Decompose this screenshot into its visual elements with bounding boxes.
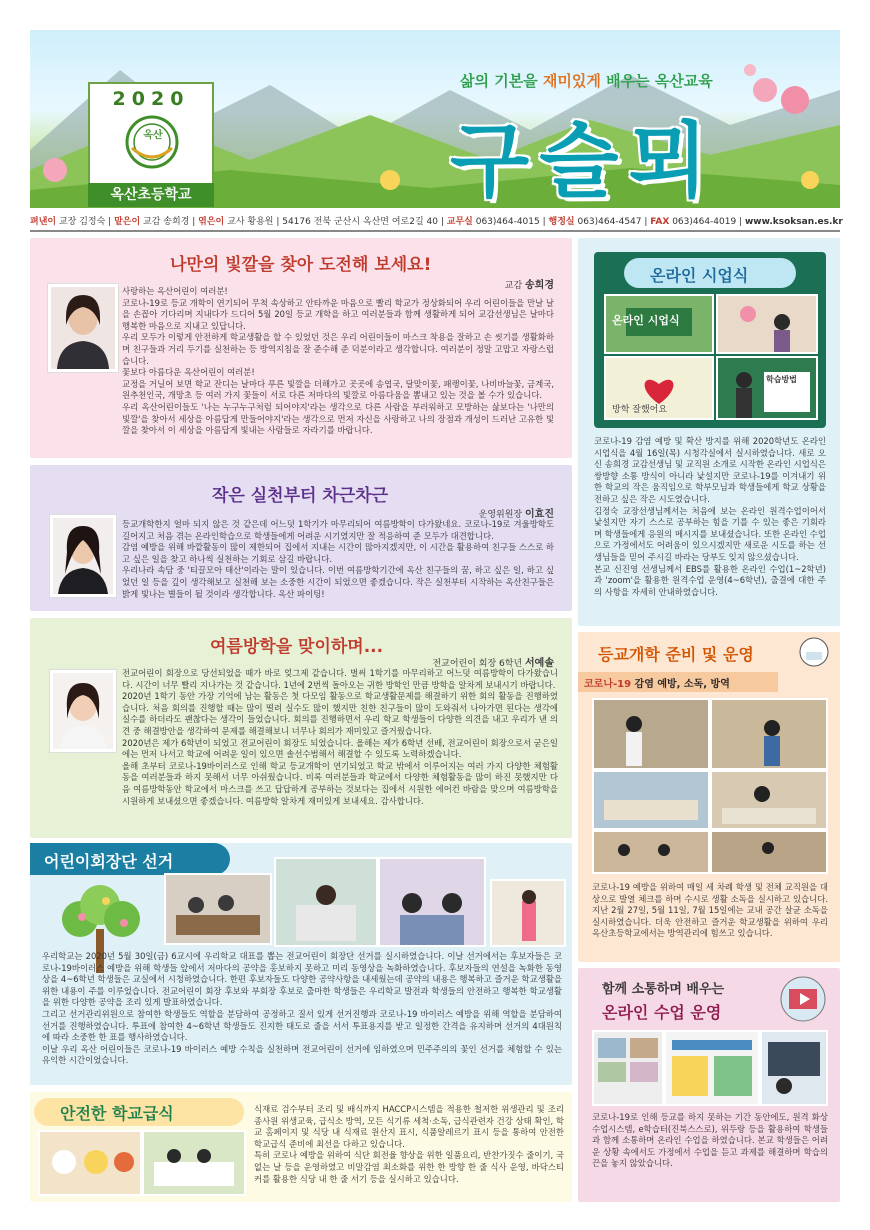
ceremony-photo-1 xyxy=(604,294,714,354)
sidebar-title-line1: 함께 소통하며 배우는 xyxy=(602,982,725,997)
office-label: 교무실 xyxy=(446,217,473,227)
article-body: 등교개학한지 얼마 되지 않은 것 같은데 어느덧 1학기가 마무리되어 여름방학이 다가왔네요. 코로나-19로 겨울방학도 길어지고 처음 겪는 온라인학습으로 학생들에게 어려운 시기였지만 잘 적응하여 준 모두가 대견합니다. 감염 예방을 위해 바깥활동이 많이 제한되어 집에서 지내는 시간이 많아지겠지만, 이 시간을 활용하여 친구들 스스로 하고 싶은 일을 찾고 하나씩 실천하는 기회로 삼길 바랍니다. 우리나라 속담 중 '티끌모아 태산'이라는 말이 있습니다. 이번 여름방학기간에 옥산 친구들의 꿈, 하고 싶은 일, 하고 싶었던 일 등을 깊이 생각해보고 실천해 보는 소중한 시간이 되었으면 좋겠습니다. 작은 실천부터 시작하는 옥산친구들은 밝게 빛나는 별들이 될 것이라 생각합니다. 옥산 파이팅! xyxy=(122,519,554,599)
ceremony-photo-3 xyxy=(604,356,714,420)
article-body: 우리학교는 2020년 5월 30일(금) 6교시에 우리학교 대표를 뽑는 전교어린이 회장단 선거를 실시하였습니다. 이날 선거에서는 후보자들은 코로나-19바이러스 예방을 위해 학생들 앞에서 저마다의 공약을 홍보하지 못하고 미리 동영상을 녹화하였습니다. 후보자들의 연설을 녹화한 동영상을 4~6학년 학생들은 교실에서 시청하였습니다. 한편 후보자들도 다양한 공약사항을 내세웠는데 공약의 내용은 행복하고 즐거운 학교생활을 위한 내용이 주를 이루었습니다. 전교어린이 회장 후보와 부회장 후보로 출마한 학생들은 우리학교 발전과 학생들의 안전하고 행복한 학교생활을 위한 다양한 공약을 조리 있게 발표하였습니다. 그리고 선거관리위원으로 참여한 학생들도 역할을 분담하여 공정하고 질서 있게 선거진행과 코로나-19 바이러스 예방을 위해 역할을 분담하여 선거를 진행하였습니다. 투표에 참여한 4~6학년 학생들도 진지한 태도로 줄을 서서 투표용지를 받고 일정한 간격을 유지하며 선거의 4대원칙에 따라 소중한 한 표를 행사하였습니다. 이날 우리 옥산 어린이들은 코로나-19 바이러스 예방 수칙을 실천하며 전교어린이 선거에 임하였으며 민주주의의 꽃인 선거를 체험할 수 있는 유익한 시간이었습니다. xyxy=(42,951,562,1066)
fax-number: 063)464-4019 xyxy=(672,217,737,227)
author-portrait xyxy=(50,515,116,597)
byline-role: 운영위원장 xyxy=(478,510,523,520)
online-class-photo-3 xyxy=(760,1030,828,1106)
article-body-continued xyxy=(48,368,554,452)
publisher-label: 펴낸이 xyxy=(30,217,57,227)
masked-character-icon xyxy=(798,636,830,668)
reopening-photo-1 xyxy=(592,698,710,770)
admin-label: 행정실 xyxy=(548,217,575,227)
sidebar-body: 코로나-19 예방을 위하여 매일 세 차례 학생 및 전체 교직원을 대상으로 발열 체크를 하며 수시로 생활 소독을 실시하고 있습니다. 지난 2월 27일, 5월 11일, 7월 15일에는 교내 공간 살균 소독을 실시하였습니다. 더욱 안전하고 즐거운 학교생활을 위하여 우리 옥산초등학교에서는 방역관리에 힘쓰고 있습니다. xyxy=(592,882,828,939)
byline-role: 교감 xyxy=(504,281,523,291)
sidebar-title-line2: 온라인 수업 운영 xyxy=(602,1003,722,1022)
sidebar-online-classes xyxy=(578,968,840,1202)
article-title: 나만의 빛깔을 찾아 도전해 보세요! xyxy=(170,255,432,275)
banner-text: 감염 예방, 소독, 방역 xyxy=(634,679,730,690)
article-body: 전교어린이 회장으로 당선되었을 때가 바로 엊그제 같습니다. 벌써 1학기를 마무리하고 어느덧 여름방학이 다가왔습니다. 시간이 너무 빨리 지나가는 것 같습니다. 1년에 2번씩 돌아오는 귀한 방학인 만큼 방학을 알차게 보내시기 바랍니다. 2020년 1학기 동안 가장 기억에 남는 활동은 첫 다모임 활동으로 학교생활문제를 해결하기 위한 회의 활동을 진행하였습니다. 처음 회의를 진행할 때는 많이 떨려 실수도 많이 했지만 친한 친구들이 많이 도와줘서 나아가면 된다는 생각에 실수를 하더라도 괜찮다는 생각이 들었습니다. 회의를 진행하면서 우리 학교 학생들이 다양한 의견을 내고 우리가 낸 의견 중 해결방안을 생각하여 문제를 해결해보니 너무나 회의가 재미있고 즐거웠습니다. 2020년은 제가 6학년이 되었고 전교어린이 회장도 되었습니다. 올해는 제가 6학년 선배, 전교어린이 회장으로서 굳은일에는 먼저 나서고 학교에 어려운 일이 있으면 솔선수범해서 해결할 수 있도록 노력하겠습니다. 올해 초부터 코로나-19바이러스로 인해 학교 등교개학이 연기되었고 학교 밖에서 이루어지는 여러 가지 다양한 체험활동을 여러분들과 하지 못해서 너무 아쉬웠습니다. 비록 여러분들과 학교에서 다양한 체험활동을 많이 하진 못했지만 다음 여름방학동안 학교에서 마스크를 쓰고 답답하게 공부하는 것보다는 집에서 시원한 에어컨 바람을 맞으며 여름방학을 시원하게 보내셨으면 좋겠습니다. 여름방학 알차게 재미있게 보내세요. 감사합니다. xyxy=(122,668,558,806)
article-body: 사랑하는 옥산어린이 여러분! 코로나-19로 등교 개학이 연기되어 무척 속상하고 안타까운 마음으로 빨리 학교가 정상화되어 우리 어린이들을 만날 날을 손꼽아 기다리며 지내다가 드디어 5월 20일 등교 개학을 하고 여러분들과 함께 생활하게 되어 교감선생님은 날마다 행복한 마음으로 지내고 있답니다. 우리 모두가 이렇게 안전하게 학교생활을 할 수 있었던 것은 우리 어린이들이 마스크 착용을 잘하고 손 씻기를 생활화하며 친구들과 거리 두기를 실천하는 등 방역지침을 잘 준수해 준 덕분이라고 생각합니다. 여러분이 정말 고맙고 자랑스럽습니다. 꽃보다 아름다운 옥산어린이 여러분! 교정을 거닐어 보면 학교 잔디는 날마다 푸른 빛깔을 더해가고 곳곳에 송엽국, 달맞이꽃, 패랭이꽃, 나비바늘꽃, 금계국, 원추천인국, 개망초 등 여러 가지 꽃들이 서로 다른 저마다의 빛깔로 아름다움을 뽐내고 있는 것을 볼 수가 있습니다. 우리 옥산어린이들도 '나는 누구누구처럼 되어야지'라는 생각으로 다른 사람을 부러워하고 모방하는 삶보다는 '나만의 빛깔'을 찾아서 세상을 아름답게 만들어야지'라는 생각으로 먼저 자신을 사랑하고 나의 장점과 개성이 드러난 고유한 빛깔을 찾아서 이 세상을 아름답게 빛내는 사람들로 자라기를 바랍니다. xyxy=(122,286,554,436)
meals-photo-2 xyxy=(142,1130,246,1196)
school-logo-box xyxy=(88,82,214,207)
election-photo-4 xyxy=(490,879,566,947)
sidebar-title: 등교개학 준비 및 운영 xyxy=(598,645,754,664)
office-phone: 063)464-4015 xyxy=(475,217,540,227)
photo-caption: 방학 잘했어요 xyxy=(612,405,668,415)
slogan-part: 배우는 옥산교육 xyxy=(606,72,713,90)
article-principal-message xyxy=(30,238,572,458)
article-title: 여름방학을 맞이하며... xyxy=(210,637,384,657)
photo-caption: 온라인 시업식 xyxy=(612,314,680,327)
slogan-part: 삶의 기본을 xyxy=(460,72,538,90)
article-student-election xyxy=(30,843,572,1085)
byline-name: 서예솔 xyxy=(525,658,554,669)
publisher: 교장 김정숙 xyxy=(58,217,106,227)
reopening-photo-3 xyxy=(592,770,710,830)
author-portrait xyxy=(50,670,116,752)
byline xyxy=(479,505,554,520)
byline-role: 전교어린이 회장 6학년 xyxy=(432,659,523,669)
ceremony-photo-2 xyxy=(716,294,818,354)
byline-name: 이효진 xyxy=(525,509,554,520)
reopening-photo-4 xyxy=(710,770,828,830)
article-student-president xyxy=(30,618,572,838)
article-committee-message xyxy=(30,465,572,611)
byline xyxy=(432,654,554,669)
reopening-photo-2 xyxy=(710,698,828,770)
address: 54176 전북 군산시 옥산면 여로2길 40 xyxy=(282,217,438,227)
issue-year: 2020 xyxy=(112,88,190,110)
editor-label: 맡은이 xyxy=(114,217,141,227)
sidebar-title: 온라인 시업식 xyxy=(650,266,749,285)
online-class-photo-2 xyxy=(664,1030,760,1106)
sidebar-body: 코로나-19로 인해 등교를 하지 못하는 기간 동안에도, 원격 화상수업시스템, e학습터(진북스스로), 위두랑 등을 활용하여 학생들과 함께 소통하며 온라인 수업을 하였습니다. 본교 학생들은 어려운 상황 속에서도 가정에서 수업을 듣고 과제를 해결하며 학습의 끈을 놓지 않았습니다. xyxy=(592,1112,828,1169)
slogan xyxy=(460,70,713,91)
publication-info-bar: 펴낸이 교장 김정숙 | 맡은이 교감 송희경 | 엮은이 교사 황용원 | 54176 전북 군산시 옥산면 여로2길 40 | 교무실 063)464-4015 | 행정실 063)464-4547 | FAX 063)464-4019 | www.ksoksan.es.kr xyxy=(30,212,840,232)
article-title: 어린이회장단 선거 xyxy=(44,852,174,871)
compiler-label: 엮은이 xyxy=(198,217,225,227)
sidebar-body: 코로나-19 감염 예방 및 확산 방지를 위해 2020학년도 온라인 시업식을 4월 16일(목) 시청각실에서 실시하였습니다. 새로 오신 송희경 교감선생님 및 교직원 소개로 시작한 온라인 시업식은 쌍방향 소통 방식이 아니라 낯설지만 코로나-19를 이겨내기 위한 학교의 작은 움직임으로 학부모님과 학생들에게 학교 상황을 전하고 싶은 작은 시도였습니다. 김정숙 교장선생님께서는 처음에 보는 온라인 원격수업이어서 낯설지만 자기 스스로 공부하는 힘을 기를 수 있는 좋은 기회라며 학생들에게 응원의 메시지를 보내셨습니다. 또한 온라인 수업으로 가정에서도 어려움이 있으시겠지만 새로운 시도를 하는 선생님들을 믿어 주시길 바라는 당부도 잊지 않으셨습니다. 본교 신진영 선생님께서 EBS를 활용한 온라인 수업(1~2학년)과 'zoom'을 활용한 원격수업 운영(4~6학년), 출결에 대한 주의 사항을 자세히 안내하였습니다. xyxy=(594,436,826,597)
election-photo-1 xyxy=(164,873,272,945)
author-portrait xyxy=(48,284,118,372)
reopening-photo-6 xyxy=(710,830,828,874)
banner-highlight: 코로나-19 xyxy=(584,679,632,690)
byline-name: 송희경 xyxy=(525,280,554,291)
article-title: 안전한 학교급식 xyxy=(60,1104,174,1123)
article-school-meals xyxy=(30,1092,572,1202)
article-title: 작은 실천부터 차근차근 xyxy=(212,486,389,506)
ceremony-photo-4 xyxy=(716,356,818,420)
website-link[interactable]: www.ksoksan.es.kr xyxy=(744,217,843,227)
sidebar-online-ceremony xyxy=(578,238,840,626)
newsletter-title: 구슬뫼 xyxy=(450,114,718,209)
masthead-banner xyxy=(30,30,840,208)
election-photo-3 xyxy=(378,857,486,947)
online-class-photo-1 xyxy=(592,1030,664,1106)
compiler: 교사 황용원 xyxy=(227,217,274,227)
meals-photo-1 xyxy=(38,1130,142,1196)
school-emblem-icon xyxy=(124,114,180,170)
admin-phone: 063)464-4547 xyxy=(577,217,642,227)
reopening-photo-5 xyxy=(592,830,710,874)
fax-label: FAX xyxy=(650,217,670,227)
slogan-highlight: 재미있게 xyxy=(542,72,601,90)
covid-banner-text xyxy=(584,675,730,690)
emblem-text: 옥산 xyxy=(143,130,163,141)
sidebar-school-reopening xyxy=(578,632,840,962)
editor: 교감 송희경 xyxy=(143,217,190,227)
photo-caption: 학습방법 xyxy=(766,375,797,384)
article-body: 식재료 검수부터 조리 및 배식까지 HACCP시스템을 적용한 철저한 위생관리 및 조리종사원 위생교육, 급식소 방역, 모든 식기류 세척·소독, 급식관련자 건강 상태 확인, 학교 홈페이지 및 식당 내 식재료 원산지 표시, 식품알레르기 표시 등을 통하여 안전한 학교급식 준비에 최선을 다하고 있습니다. 특히 코로나 예방을 위하여 식단 회전율 향상을 위한 일품요리, 반찬가짓수 줄이기, 국 없는 날 등을 운영하였고 비말감염 최소화를 위한 한 방향 한 줄 식사 운영, 바닥스티커를 활용한 식당 내 한 줄 서기 등을 실시하고 있습니다. xyxy=(254,1104,564,1184)
school-name: 옥산초등학교 xyxy=(88,183,214,207)
video-play-icon xyxy=(780,976,826,1022)
election-photo-2 xyxy=(274,857,378,947)
